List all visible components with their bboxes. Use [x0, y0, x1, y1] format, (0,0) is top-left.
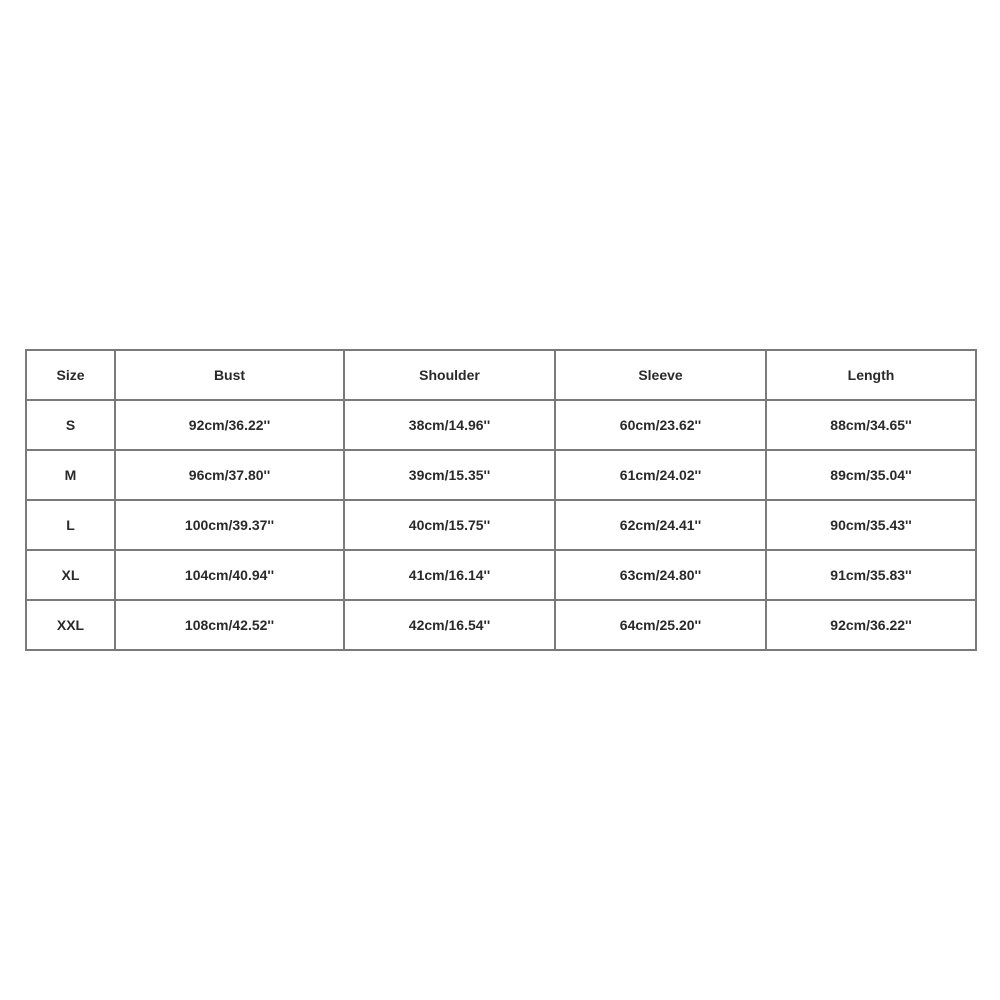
header-shoulder: Shoulder	[344, 350, 555, 400]
shoulder-cell: 39cm/15.35''	[344, 450, 555, 500]
bust-cell: 104cm/40.94''	[115, 550, 344, 600]
length-cell: 89cm/35.04''	[766, 450, 976, 500]
size-cell: XL	[26, 550, 115, 600]
shoulder-cell: 41cm/16.14''	[344, 550, 555, 600]
header-bust: Bust	[115, 350, 344, 400]
size-cell: S	[26, 400, 115, 450]
table-row	[26, 400, 976, 450]
sleeve-cell: 63cm/24.80''	[555, 550, 766, 600]
bust-cell: 92cm/36.22''	[115, 400, 344, 450]
bust-cell: 108cm/42.52''	[115, 600, 344, 650]
table-row	[26, 450, 976, 500]
sleeve-cell: 62cm/24.41''	[555, 500, 766, 550]
table-row	[26, 500, 976, 550]
sleeve-cell: 60cm/23.62''	[555, 400, 766, 450]
length-cell: 88cm/34.65''	[766, 400, 976, 450]
sleeve-cell: 61cm/24.02''	[555, 450, 766, 500]
table-row	[26, 600, 976, 650]
sleeve-cell: 64cm/25.20''	[555, 600, 766, 650]
size-cell: XXL	[26, 600, 115, 650]
size-chart-table	[25, 349, 977, 651]
bust-cell: 96cm/37.80''	[115, 450, 344, 500]
table-row	[26, 550, 976, 600]
length-cell: 91cm/35.83''	[766, 550, 976, 600]
shoulder-cell: 40cm/15.75''	[344, 500, 555, 550]
length-cell: 92cm/36.22''	[766, 600, 976, 650]
header-length: Length	[766, 350, 976, 400]
header-row	[26, 350, 976, 400]
header-size: Size	[26, 350, 115, 400]
bust-cell: 100cm/39.37''	[115, 500, 344, 550]
size-cell: M	[26, 450, 115, 500]
shoulder-cell: 38cm/14.96''	[344, 400, 555, 450]
shoulder-cell: 42cm/16.54''	[344, 600, 555, 650]
header-sleeve: Sleeve	[555, 350, 766, 400]
size-cell: L	[26, 500, 115, 550]
length-cell: 90cm/35.43''	[766, 500, 976, 550]
